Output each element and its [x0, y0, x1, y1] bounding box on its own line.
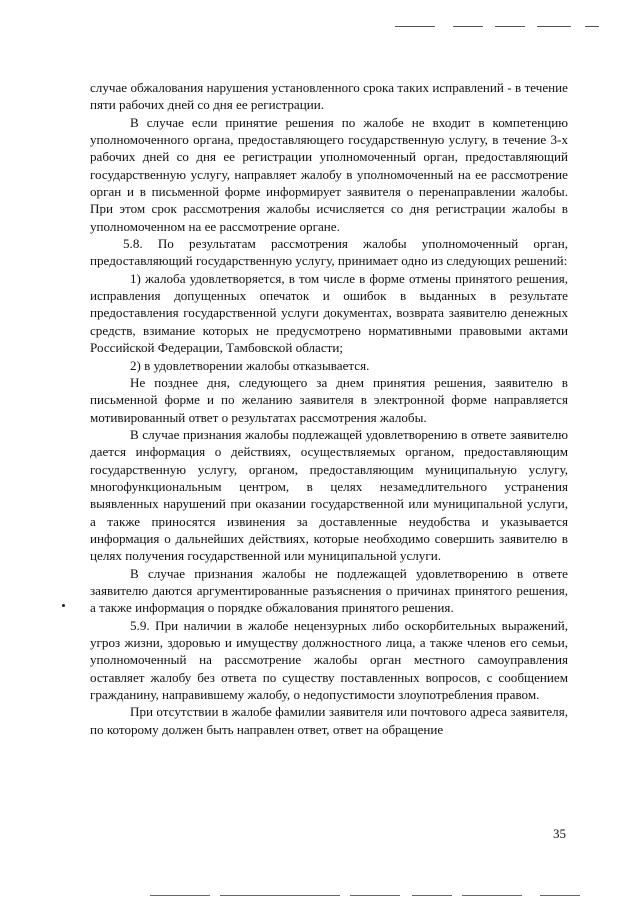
paragraph-5: 2) в удовлетворении жалобы отказывается. — [130, 357, 370, 373]
document-body — [90, 79, 568, 738]
paragraph-3: 5.8. По результатам рассмотрения жалобы уполномоченный орган, предоставляющий государственную услугу, принимает одно из следующих решений: — [90, 236, 568, 269]
paragraph-2: В случае если принятие решения по жалобе не входит в компетенцию уполномоченного органа, предоставляющего государственную услугу, в течение 3-х рабочих дней со дня ее регистрации уполномоченный орган, предоставляющий государственную услугу, направляет жалобу в уполномоченный на ее рассмотрение орган и в письменной форме информирует заявителя о перенаправлении жалобы. При этом срок рассмотрения жалобы исчисляется со дня регистрации жалобы в уполномоченном на ее рассмотрение органе. — [90, 114, 568, 234]
paragraph-8: В случае признания жалобы не подлежащей удовлетворению в ответе заявителю даются аргументированные разъяснения о причинах принятого решения, а также информация о порядке обжалования принятого решения. — [90, 565, 568, 616]
paragraph-10: При отсутствии в жалобе фамилии заявителя или почтового адреса заявителя, по которому должен быть направлен ответ, ответ на обращение — [90, 704, 568, 737]
scan-artifact-bottom — [150, 895, 590, 901]
margin-speck — [62, 604, 65, 607]
scan-artifact-top — [395, 26, 615, 32]
paragraph-9: 5.9. При наличии в жалобе нецензурных либо оскорбительных выражений, угроз жизни, здоровью и имуществу должностного лица, а также членов его семьи, уполномоченный на рассмотрение жалобы орган местного самоуправления оставляет жалобу без ответа по существу поставленных вопросов, с сообщением гражданину, направившему жалобу, о недопустимости злоупотребления правом. — [90, 617, 568, 703]
paragraph-6: Не позднее дня, следующего за днем принятия решения, заявителю в письменной форме и по желанию заявителя в электронной форме направляется мотивированный ответ о результатах рассмотрения жалобы. — [90, 374, 568, 425]
paragraph-1: случае обжалования нарушения установленного срока таких исправлений - в течение пяти рабочих дней со дня ее регистрации. — [90, 80, 568, 113]
paragraph-7: В случае признания жалобы подлежащей удовлетворению в ответе заявителю дается информация о действиях, осуществляемых органом, предоставляющим государственную услугу, органом, предоставляющим муниципальную услугу, многофункциональным центром, в целях незамедлительного устранения выявленных нарушений при оказании государственной или муниципальной услуги, а также приносятся извинения за доставленные неудобства и указывается информация о дальнейших действиях, которые необходимо совершить заявителю в целях получения государственной или муниципальной услуги. — [90, 426, 568, 564]
page-number: 35 — [553, 826, 566, 841]
paragraph-4: 1) жалоба удовлетворяется, в том числе в форме отмены принятого решения, исправления допущенных опечаток и ошибок в выданных в результате предоставления государственной услуги документах, возврата заявителю денежных средств, взимание которых не предусмотрено нормативными правовыми актами Российской Федерации, Тамбовской области; — [90, 270, 568, 356]
